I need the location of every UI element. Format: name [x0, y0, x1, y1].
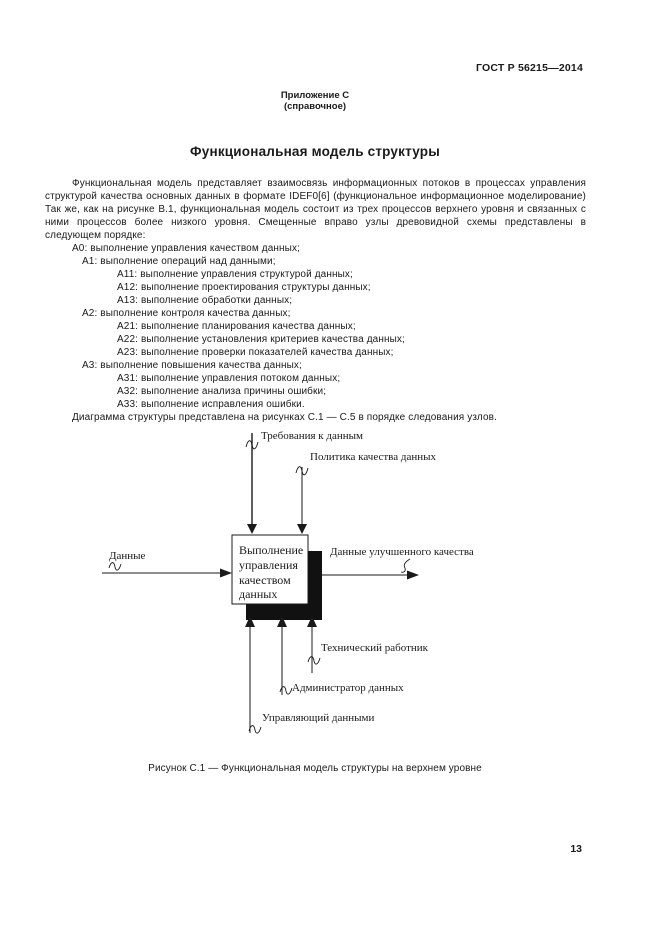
function-box-text-line2: управления [239, 558, 298, 572]
output-arrow-squiggle [401, 559, 410, 572]
mechanism-left-squiggle [249, 726, 261, 734]
list-item-a11: А11: выполнение управления структурой данных; [117, 269, 353, 280]
function-box-text-line3: качеством [239, 573, 291, 587]
list-item-a31: А31: выполнение управления потоком данных; [117, 373, 341, 384]
appendix-label: Приложение С [280, 90, 350, 101]
figure-caption: Рисунок С.1 — Функциональная модель структуры на верхнем уровне [148, 763, 482, 774]
list-item-a1: А1: выполнение операций над данными; [82, 256, 276, 267]
control-arrow-2-label: Политика качества данных [310, 451, 437, 463]
list-item-a33: А33: выполнение исправления ошибки. [117, 399, 305, 410]
closing-paragraph: Диаграмма структуры представлена на рисунках С.1 — С.5 в порядке следования узлов. [72, 412, 497, 423]
control-arrow-1-label: Требования к данным [261, 430, 363, 442]
list-item-a22: А22: выполнение установления критериев качества данных; [117, 334, 405, 345]
list-item-a21: А21: выполнение планирования качества данных; [117, 321, 356, 332]
list-item-a0: А0: выполнение управления качеством данных; [72, 243, 301, 254]
mechanism-left-label: Управляющий данными [262, 712, 375, 724]
idef0-diagram [0, 420, 661, 770]
mechanism-right-label: Технический работник [321, 642, 429, 654]
appendix-heading [45, 90, 585, 112]
input-arrow-label: Данные [109, 550, 146, 562]
control-arrow-2-head [297, 524, 307, 534]
list-item-a12: А12: выполнение проектирования структуры данных; [117, 282, 371, 293]
list-item-a23: А23: выполнение проверки показателей качества данных; [117, 347, 394, 358]
mechanism-right-squiggle [308, 657, 320, 665]
input-arrow-squiggle [109, 563, 121, 571]
document-number-header: ГОСТ Р 56215—2014 [475, 62, 583, 74]
list-item-a3: А3: выполнение повышения качества данных; [82, 360, 302, 371]
list-item-a2: А2: выполнение контроля качества данных; [82, 308, 291, 319]
body-text [45, 177, 586, 424]
page-title: Функциональная модель структуры [190, 144, 440, 159]
list-item-a32: А32: выполнение анализа причины ошибки; [117, 386, 327, 397]
output-arrow-head [407, 571, 419, 580]
mechanism-middle-label: Администратор данных [292, 682, 404, 694]
output-arrow-label: Данные улучшенного качества [330, 546, 474, 558]
function-box-text-line4: данных [239, 587, 278, 601]
list-item-a13: А13: выполнение обработки данных; [117, 295, 293, 306]
function-box-text-line1: Выполнение [239, 543, 304, 557]
input-arrow-head [220, 569, 232, 578]
intro-paragraph: Функциональная модель представляет взаимосвязь информационных потоков в процессах управления структурой качества основных данных в формате IDEF0[6] (функциональное информационное моделирование) Так же, как на рисунке В.1, функциональная модель состоит из трех процессов верхнего уровня и связанных с ними процессов более низкого уровня. Смещенные вправо узлы древовидной схемы представлены в следующем порядке: [45, 178, 586, 241]
appendix-type: (справочное) [283, 101, 347, 112]
page-number: 13 [570, 843, 582, 855]
control-arrow-1-head [247, 524, 257, 534]
